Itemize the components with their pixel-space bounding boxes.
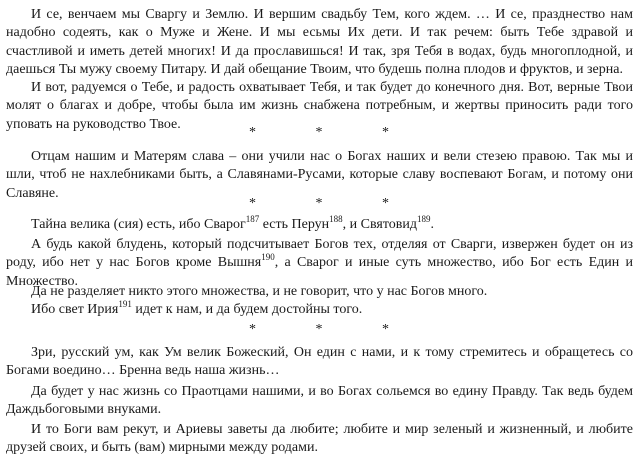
paragraph-no-division: Да не разделяет никто этого множества, и не говорит, что у нас Богов много. xyxy=(31,284,488,299)
paragraph-russian-mind: Зри, русский ум, как Ум велик Божеский, Он един с нами, и к тому стремитесь и обращетесь со Богами воедино… Бренна ведь наша жизнь… xyxy=(6,345,633,379)
footnote-marker[interactable]: 187 xyxy=(245,214,260,224)
paragraph-covenants: И то Боги вам рекут, и Ариевы заветы да любите; любите и мир зеленый и жизненный, и любите друзей своих, и быть (вам) мирными между родами. xyxy=(6,422,633,456)
paragraph-iriy xyxy=(6,301,633,319)
footnote-marker[interactable]: 188 xyxy=(329,214,343,224)
section-separator: * * * xyxy=(249,196,417,211)
paragraph-forefathers: Да будет у нас жизнь со Праотцами нашими, и во Богах сольемся во едину Правду. Так ведь будем Даждьбоговыми внуками. xyxy=(6,384,633,418)
paragraph-text: , а Сварог и иные суть множество, ибо Бог есть Един и Множество. xyxy=(6,255,633,289)
paragraph-mystery xyxy=(6,216,633,234)
paragraph-text: Ибо свет Ирия xyxy=(31,302,119,317)
paragraph-text: , и Святовид xyxy=(342,217,418,232)
paragraph-text: . xyxy=(430,217,435,232)
paragraph-text: идет к нам, и да будем достойны того. xyxy=(131,302,363,317)
paragraph-text: есть Перун xyxy=(259,217,330,232)
footnote-marker[interactable]: 189 xyxy=(417,214,431,224)
footnote-marker[interactable]: 191 xyxy=(118,299,132,309)
paragraph-text: Тайна велика (сия) есть, ибо Сварог xyxy=(31,217,246,232)
section-separator: * * * xyxy=(249,125,417,140)
section-separator: * * * xyxy=(249,322,417,337)
footnote-marker[interactable]: 190 xyxy=(261,252,275,263)
paragraph-wedding: И се, венчаем мы Сваргу и Землю. И вершим свадьбу Тем, кого ждем. … И се, празднество нам надобно содеять, как о Муже и Жене. И мы есьмы Их дети. И так речем: быть Тебе здравой и счастливой и иметь детей многих! И да прославишься! И так, зря Тебя в водах, будь многоплодной, и даешься Ты мужу своему Питару. И дай обещание Твоим, что будешь полна плодов и фруктов, и зерна. xyxy=(6,7,633,78)
paragraph-rejoice: И вот, радуемся о Тебе, и радость охватывает Тебя, и так будет до конечного дня. Вот, верные Твои молят о благах и добре, чтобы была им жизнь снабжена потребным, и жертвы приносить ради того уповать на руководство Твое. xyxy=(6,80,633,132)
paragraph-ancestors: Отцам нашим и Матерям слава – они учили нас о Богах наших и вели стезею правою. Так мы и шли, чтоб не нахлебниками быть, а Славянами-Русами, которые славу воспевают Богам, и потому они Славяне. xyxy=(6,149,633,201)
paragraph-text: А будь какой блудень, который подсчитывает Богов тех, отделяя от Сварги, извержен будет он из роду, ибо нет у нас Богов кроме Вышня xyxy=(6,237,633,271)
